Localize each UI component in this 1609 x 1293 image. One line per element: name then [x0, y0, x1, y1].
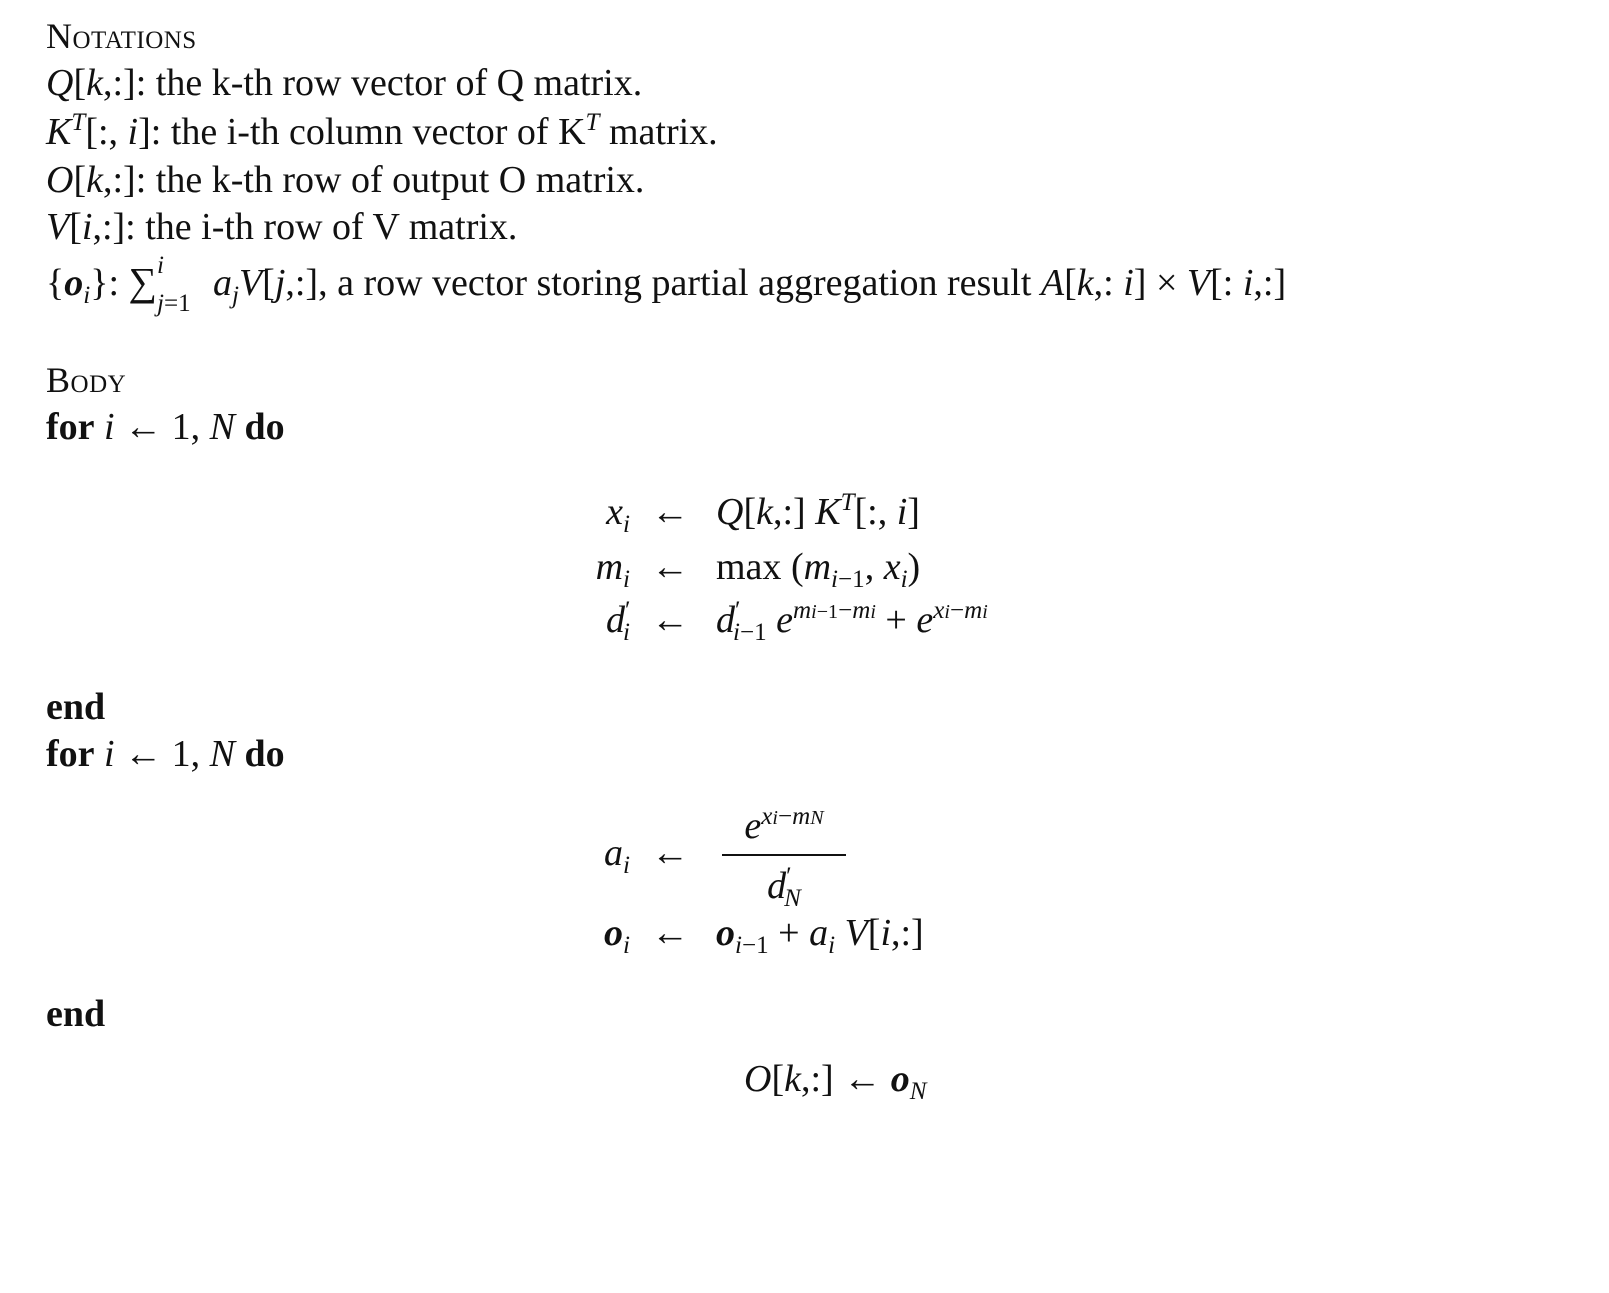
notation-kt-col: $K^T$[:, i]: the i-th column vector of $K^T$ matrix.	[46, 109, 718, 153]
notation-o-row: O[k,:]: the k-th row of output O matrix.	[46, 159, 645, 201]
eq-m-rhs: $\max (m_{i-1}$, $x_i$)	[716, 546, 921, 594]
for-loop-2-header: for i ← 1, N do	[46, 733, 285, 775]
eq-o-arrow: ←	[651, 912, 689, 954]
kt-col-tail: matrix.	[608, 111, 718, 153]
eq-o-rhs: $o_{i-1} + a_i$ V[i,:]	[716, 912, 924, 960]
q-row-desc: the k-th row vector of Q matrix.	[155, 62, 643, 104]
eq-x-rhs: Q[k,:] $K^T$[:, i]	[716, 489, 920, 533]
v-row-desc: the i-th row of V matrix.	[145, 206, 518, 248]
end-loop-2: end	[46, 993, 106, 1035]
eq-o-lhs: $o_i$	[604, 912, 630, 960]
eq-a-lhs: $a_i$	[604, 832, 630, 880]
notation-o-partial: $\{o_i\}$: ∑ i j=1 $a_jV[j,:]$, a row vector storing partial aggregation result A[k,: i] × V[: i,:]	[46, 252, 1287, 317]
for-loop-1-header: for i ← 1, N do	[46, 406, 285, 448]
body-heading: Body	[46, 360, 127, 400]
eq-x-arrow: ←	[651, 491, 689, 533]
o-partial-desc: a row vector storing partial aggregation result	[337, 262, 1032, 304]
eq-d-lhs: $d'_i$	[606, 597, 631, 647]
notation-v-row: V[i,:]: the i-th row of V matrix.	[46, 206, 518, 248]
eq-d-rhs: $d'_{i-1}$ $e^{mi-1-mi} + e^{xi-mi}$	[716, 597, 988, 647]
end-loop-1: end	[46, 686, 106, 728]
o-row-desc: the k-th row of output O matrix.	[155, 159, 645, 201]
eq-a-arrow: ←	[651, 832, 689, 874]
eq-m-arrow: ←	[651, 546, 689, 588]
notations-heading: Notations	[46, 16, 197, 56]
eq-a-numerator: $e^{xi-mN}$	[744, 803, 824, 847]
eq-a-denominator: $d'_N$	[767, 863, 801, 913]
eq-d-arrow: ←	[651, 599, 689, 641]
eq-x-lhs: $x_i$	[606, 491, 630, 539]
notation-q-row: Q[k,:]: the k-th row vector of Q matrix.	[46, 62, 643, 104]
eq-a-fraction	[722, 803, 846, 913]
eq-m-lhs: $m_i$	[595, 546, 630, 594]
kt-col-desc: the i-th column vector of K	[170, 111, 586, 153]
final-assignment: O[k,:] ← $o_N$	[744, 1058, 927, 1106]
